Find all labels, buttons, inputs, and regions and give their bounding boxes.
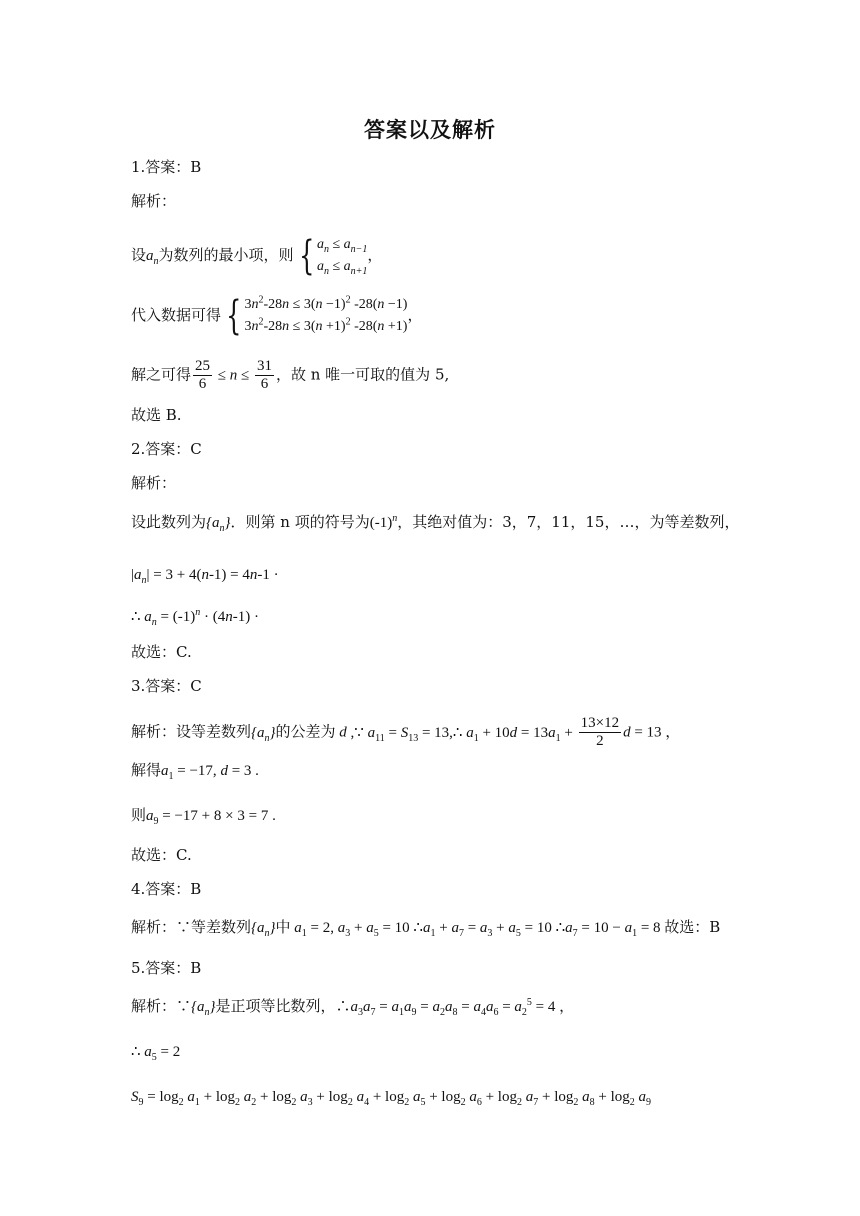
q3-line-2: 解得$a_1 = -17$, d = 3 . — [131, 761, 259, 782]
q4-answer: 4.答案：B — [131, 880, 202, 898]
q3-line-3: 则$a_9 = -17 + 8 \times 3 = 7$ . — [131, 806, 276, 827]
q1-system-2: { $3n^2-28n \le 3(n -1)^2$ -28(n −1) $3n^2-28n \le 3(n +1)^2$ -28(n +1) — [226, 293, 408, 339]
q1-analysis-label: 解析： — [131, 192, 177, 210]
q1-conclusion: 故选 B. — [131, 406, 182, 424]
q2-analysis-label: 解析： — [131, 474, 177, 492]
q5-line-3: $S_9 = \log_2 a_1 + \log_2 a_2 + \log_2 a_3 + \log_2 a_4 + \log_2 a_5 + \log_2 a_6 + \log_2 a_7 + \log_2 a_8 + \log_2 a_9$ — [131, 1089, 652, 1108]
q2-line-1: 设此数列为$\{a_n\}$．则第 n 项的符号为$(-1)^n$，其绝对值为：3，7，11，15，…，为等差数列， — [131, 513, 740, 534]
q2-line-2: $|a_n| = 3 + 4(n-1) = 4n-1$ · — [131, 567, 279, 586]
q5-answer: 5.答案：B — [131, 959, 202, 977]
q2-line-3: ∴ $a_n = (-1)^n \cdot (4n-1)$ · — [131, 607, 259, 628]
q4-line-1: 解析：∵等差数列$\{a_n\}$中 $a_1 = 2$, $a_3 + a_5 = 10$ $\therefore a_1 + a_7 = a_3 + a_5 = 10$ $\therefore a_7 = 10 - a_1 = 8$ 故选：B — [131, 918, 721, 939]
q2-conclusion: 故选：C. — [131, 643, 192, 661]
q3-line-1: 解析：设等差数列$\{a_n\}$的公差为 d ,∵ $a_{11} = S_{13}$ = 13,∴ $a_1 + 10d = 13a_1$ + $\frac{13\times 12}{2}$ d = 13 ， — [131, 715, 681, 749]
q5-line-1: 解析：$\because\{a_n\}$是正项等比数列，$\therefore a_3a_7 = a_1a_9 = a_2a_8 = a_4a_6 = a_2^5 = 4$ ， — [131, 997, 575, 1018]
q3-answer: 3.答案：C — [131, 677, 202, 695]
q1-line-2: 代入数据可得 { $3n^2-28n \le 3(n -1)^2$ -28(n −1) $3n^2-28n \le 3(n +1)^2$ -28(n +1) ， — [131, 293, 423, 339]
page-title: 答案以及解析 — [364, 117, 496, 142]
q2-answer: 2.答案：C — [131, 440, 202, 458]
q1-answer: 1.答案：B — [131, 158, 202, 176]
q1-system-1: { $a_n \le a_{n-1}$ $a_n \le a_{n+1}$ — [298, 233, 368, 279]
q1-line-3: 解之可得 $\frac{25}{6}$ ≤ n ≤ $\frac{31}{6}$ ，故 n 唯一可取的值为 5, — [131, 358, 450, 392]
q5-line-2: ∴ $a_5 = 2$ — [131, 1044, 181, 1063]
q1-line-1: 设$a_n$为数列的最小项，则 { $a_n \le a_{n-1}$ $a_n \le a_{n+1}$ ， — [131, 233, 383, 279]
q3-conclusion: 故选：C. — [131, 846, 192, 864]
